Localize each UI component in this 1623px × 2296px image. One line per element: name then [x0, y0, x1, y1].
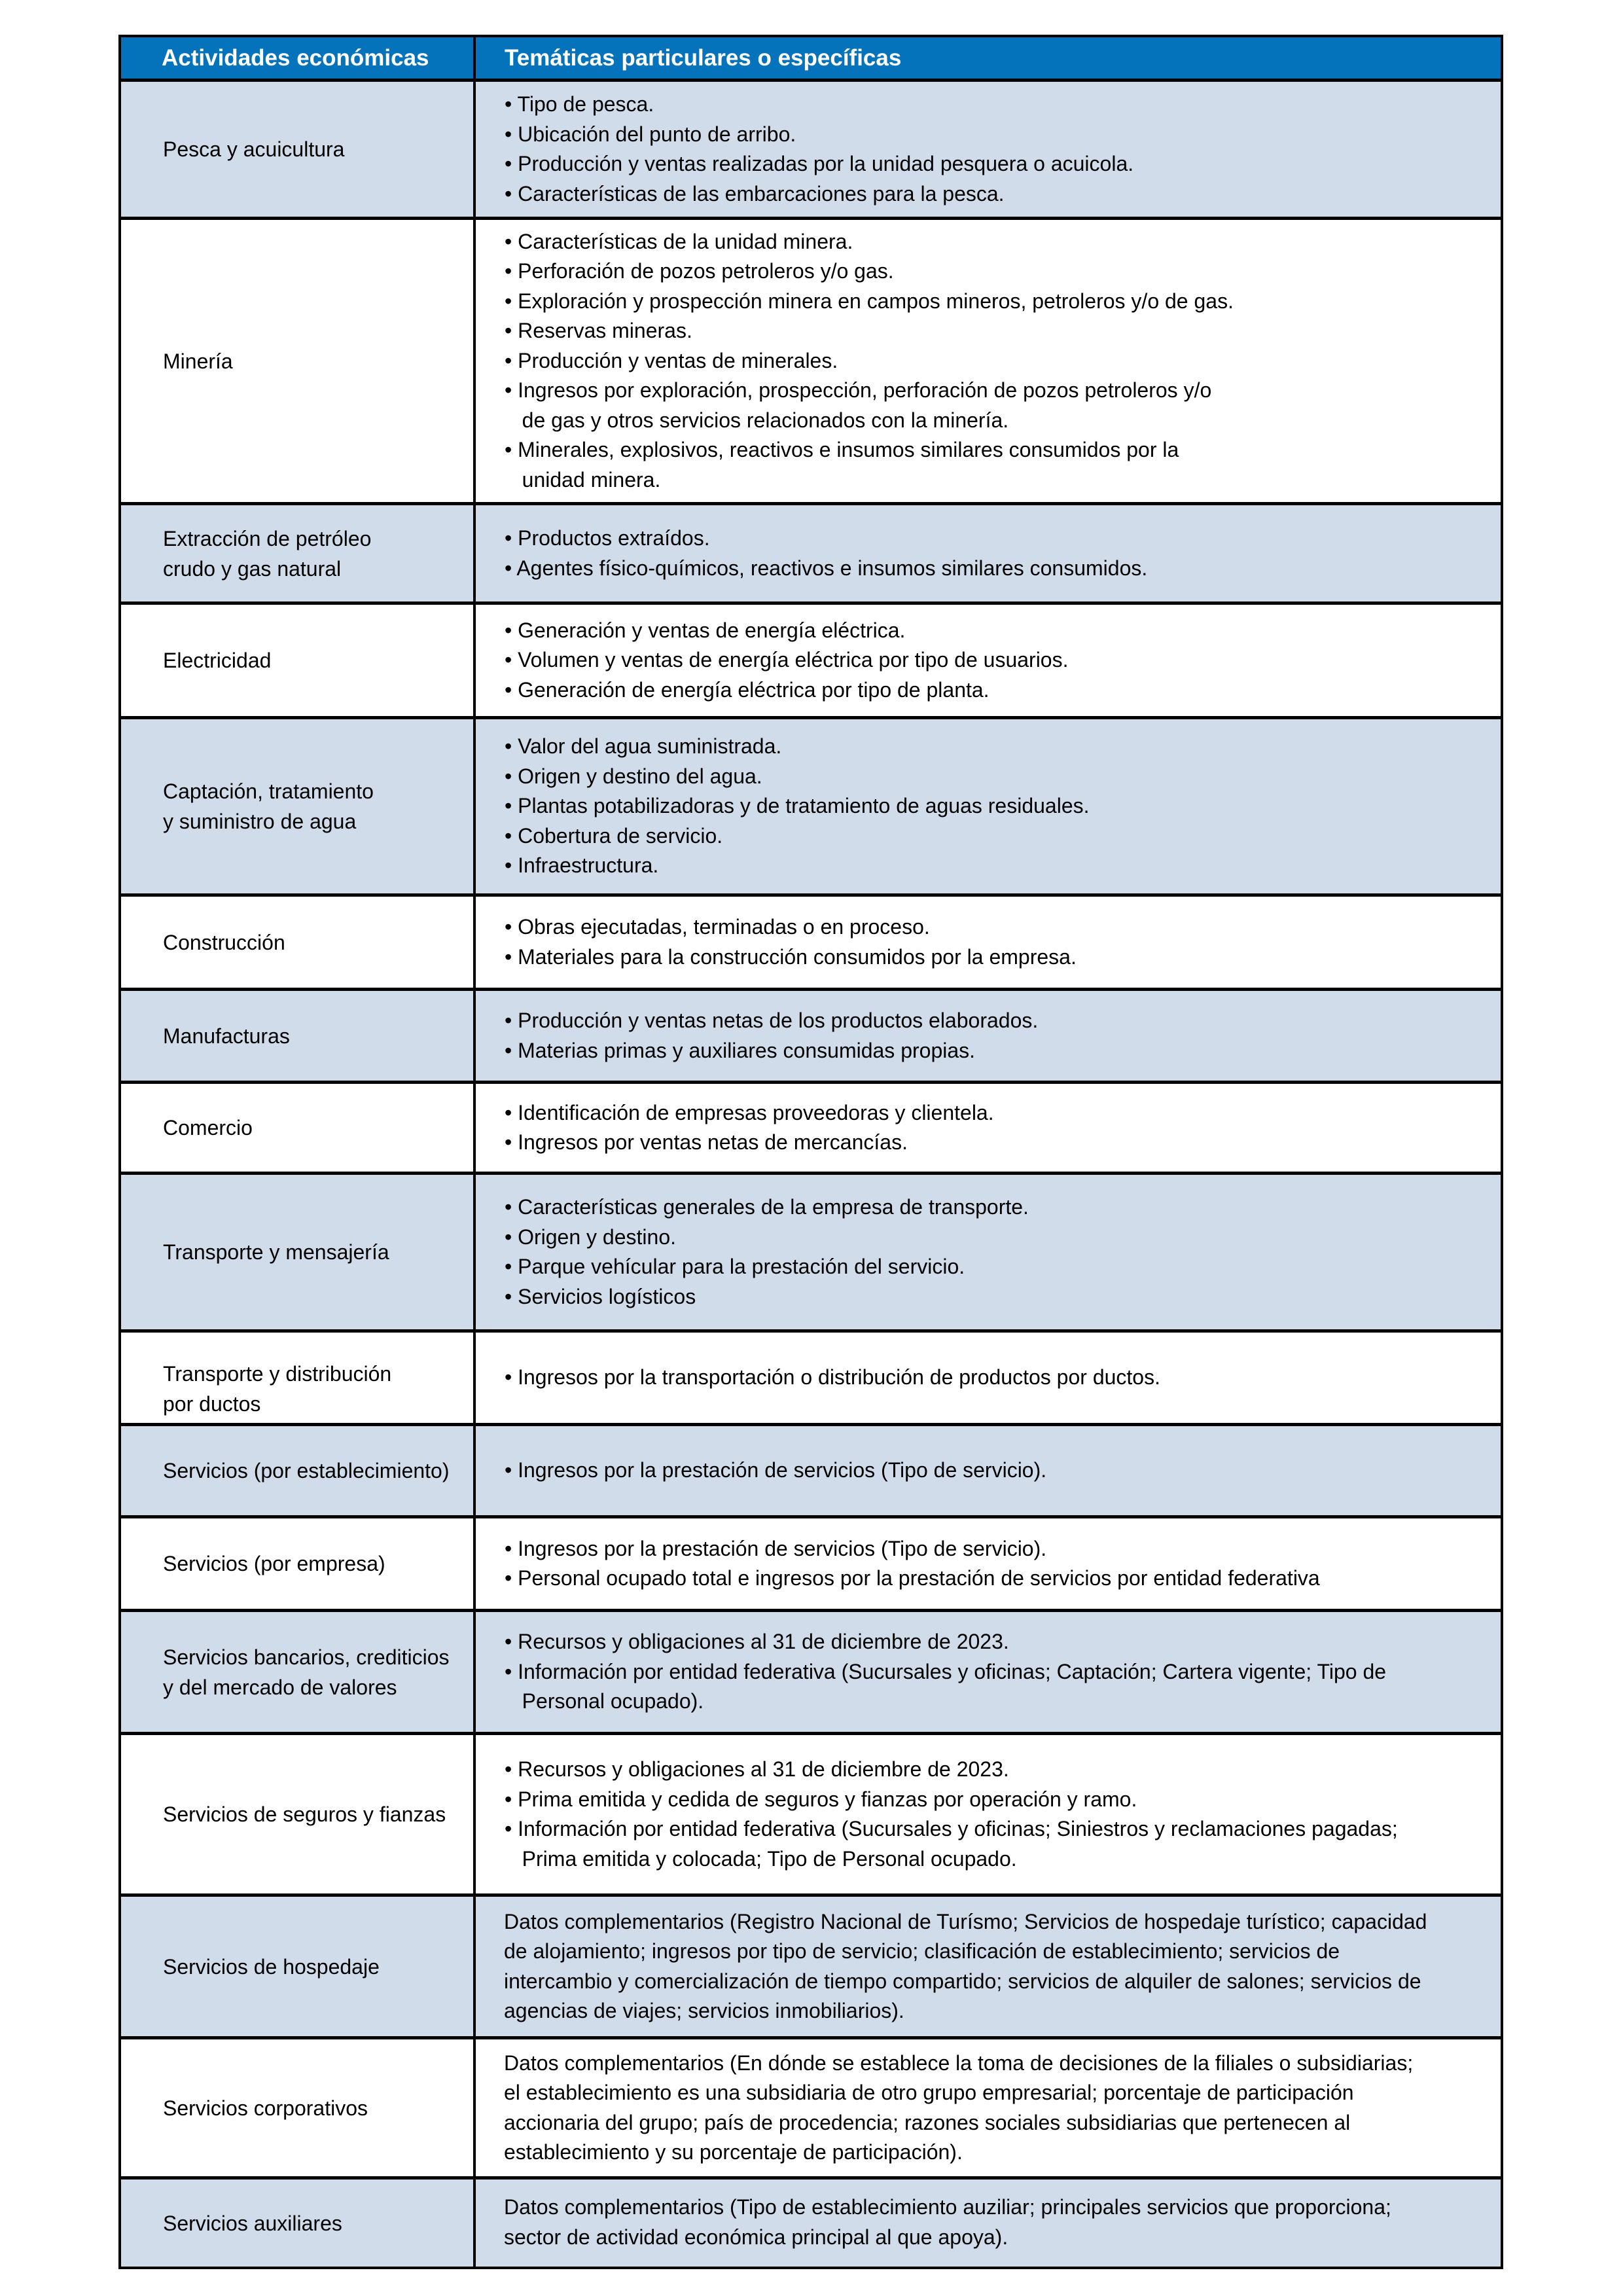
header-activities: Actividades económicas: [121, 37, 476, 79]
topics-list: • Características generales de la empresa de transporte. • Origen y destino. • Parque vehícular para la prestación del servicio. • Servicios logísticos: [505, 1195, 1029, 1308]
activity-label: Servicios (por establecimiento): [163, 1459, 450, 1482]
table-row: [121, 1609, 1501, 1732]
activity-label: Minería: [163, 349, 233, 373]
topics-list: • Tipo de pesca. • Ubicación del punto de arribo. • Producción y ventas realizadas por la unidad pesquera o acuicola. • Características de las embarcaciones para la pesca.: [505, 92, 1134, 206]
topics-list: • Identificación de empresas proveedoras y clientela. • Ingresos por ventas netas de mercancías.: [505, 1100, 994, 1154]
table-row: [121, 601, 1501, 716]
table-row: [121, 1172, 1501, 1329]
topics-list: • Valor del agua suministrada. • Origen y destino del agua. • Plantas potabilizadoras y de tratamiento de aguas residuales. • Cobertura de servicio. • Infraestructura.: [505, 734, 1090, 878]
table-row: [121, 79, 1501, 217]
activity-label: Servicios de seguros y fianzas: [163, 1803, 446, 1826]
topics-list: • Recursos y obligaciones al 31 de diciembre de 2023. • Información por entidad federativa (Sucursales y oficinas; Captación; Cartera vigente; Tipo de Personal ocupado).: [505, 1630, 1387, 1713]
topics-paragraph: Datos complementarios (En dónde se establece la toma de decisiones de la filiales o subsidiarias; el establecimiento es una subsidiaria de otro grupo empresarial; porcentaje de participación accionaria del grupo; país de procedencia; razones sociales subsidiarias que pertenecen al establecimiento y su porcentaje de participación).: [504, 2051, 1414, 2164]
table-row: [121, 988, 1501, 1081]
table-row: [121, 2036, 1501, 2176]
table-row: [121, 1081, 1501, 1172]
topics-list: • Características de la unidad minera. • Perforación de pozos petroleros y/o gas. • Exploración y prospección minera en campos mineros, petroleros y/o de gas. • Reservas mineras. • Producción y ventas de minerales. • Ingresos por exploración, prospección, perforación de pozos petroleros y/o de gas y otros servicios relacionados con la minería. • Minerales, explosivos, reactivos e insumos similares consumidos por la unidad minera.: [505, 229, 1234, 492]
table-row: [121, 1329, 1501, 1423]
activity-label: Comercio: [163, 1116, 253, 1139]
activity-label: Servicios de hospedaje: [163, 1954, 380, 1979]
economic-activities-table: [118, 35, 1503, 2269]
activity-label: Servicios (por empresa): [163, 1552, 385, 1575]
topics-list: • Producción y ventas netas de los productos elaborados. • Materias primas y auxiliares consumidas propias.: [505, 1009, 1039, 1062]
table-row: [121, 893, 1501, 988]
topics-list: • Obras ejecutadas, terminadas o en proceso. • Materiales para la construcción consumidos por la empresa.: [505, 915, 1077, 969]
activity-label: Servicios bancarios, crediticios y del mercado de valores: [163, 1645, 450, 1699]
topics-list: • Productos extraídos. • Agentes físico-químicos, reactivos e insumos similares consumidos.: [505, 526, 1148, 580]
topics-list: • Ingresos por la prestación de servicios (Tipo de servicio).: [505, 1458, 1047, 1482]
topics-paragraph: Datos complementarios (Registro Nacional de Turísmo; Servicios de hospedaje turístico; capacidad de alojamiento; ingresos por tipo de servicio; clasificación de establecimiento; servicios de intercambio y comercialización de tiempo compartido; servicios de alquiler de salones; servicios de agencias de viajes; servicios inmobiliarios).: [504, 1909, 1427, 2022]
table-row: [121, 1515, 1501, 1609]
activity-label: Transporte y distribución por ductos: [163, 1362, 392, 1416]
table-row: [121, 1423, 1501, 1515]
table-row: [121, 217, 1501, 502]
table-row: [121, 716, 1501, 893]
table-row: [121, 2176, 1501, 2267]
activity-label: Electricidad: [163, 649, 272, 672]
topics-list: • Generación y ventas de energía eléctrica. • Volumen y ventas de energía eléctrica por tipo de usuarios. • Generación de energía eléctrica por tipo de planta.: [505, 618, 1069, 702]
topics-list: • Ingresos por la transportación o distribución de productos por ductos.: [505, 1365, 1160, 1390]
activity-label: Construcción: [163, 930, 285, 954]
activity-label: Pesca y acuicultura: [163, 137, 345, 161]
activity-label: Servicios auxiliares: [163, 2211, 342, 2235]
activity-label: Manufacturas: [163, 1024, 290, 1048]
topics-list: • Ingresos por la prestación de servicios (Tipo de servicio). • Personal ocupado total e ingresos por la prestación de servicios por entidad federativa: [505, 1536, 1320, 1590]
table-row: [121, 1732, 1501, 1893]
activity-label: Captación, tratamiento y suministro de agua: [163, 780, 374, 833]
topics-list: • Recursos y obligaciones al 31 de diciembre de 2023. • Prima emitida y cedida de seguros y fianzas por operación y ramo. • Información por entidad federativa (Sucursales y oficinas; Siniestros y reclamaciones pagadas; Prima emitida y colocada; Tipo de Personal ocupado.: [505, 1757, 1398, 1871]
table-row: [121, 502, 1501, 601]
table-row: [121, 1893, 1501, 2036]
header-topics: Temáticas particulares o específicas: [505, 45, 902, 71]
activity-label: Extracción de petróleo crudo y gas natural: [163, 526, 372, 581]
activity-label: Servicios corporativos: [163, 2096, 368, 2120]
topics-paragraph: Datos complementarios (Tipo de establecimiento auziliar; principales servicios que proporciona; sector de actividad económica principal al que apoya).: [504, 2195, 1391, 2249]
activity-label: Transporte y mensajería: [163, 1240, 389, 1264]
table-header-row: [121, 37, 1501, 79]
